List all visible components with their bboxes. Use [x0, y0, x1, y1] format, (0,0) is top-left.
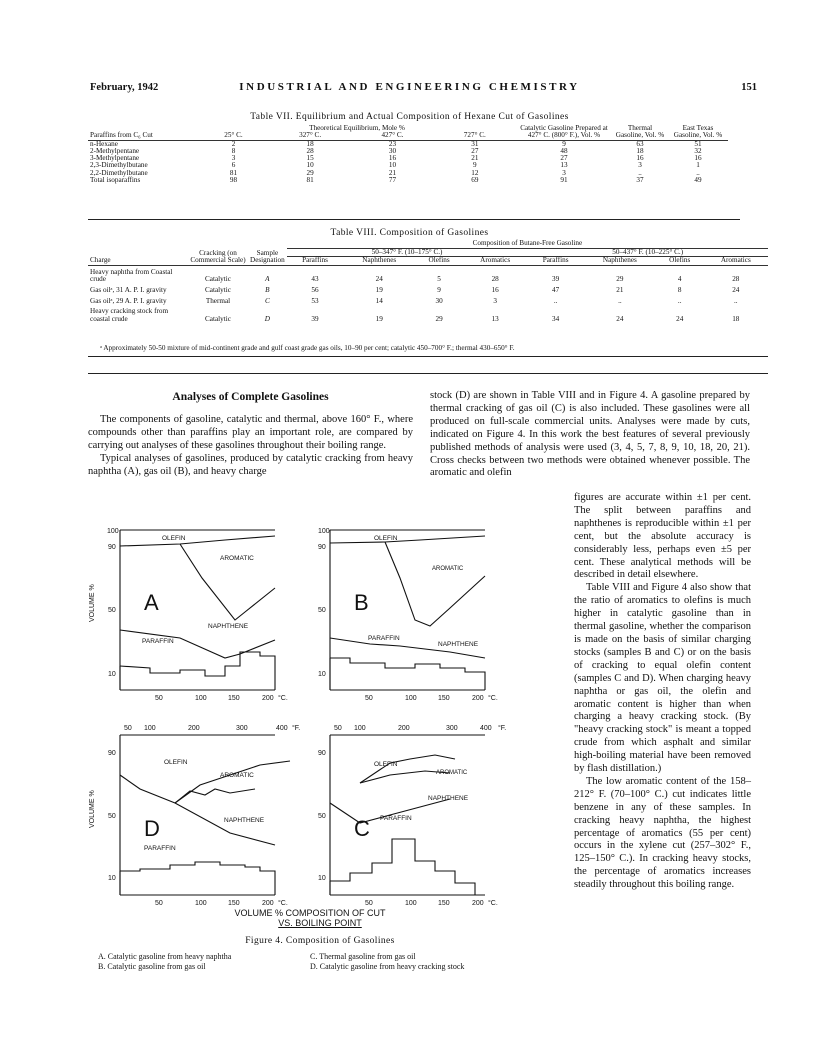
y-tick: 50 — [318, 813, 326, 820]
paragraph: The low aromatic content of the 158–212° F. (70–100° C.) cut indicates little benzene in any of these samples. In cracking heavy naphtha, the highest percentage of aromatics (55 per cent) occurs in the xylene cut (257–302° F., 125–150° C.). In cracking heavy stocks, the percentage of aromatics increases steadily throughout this boiling range. — [574, 775, 751, 891]
x-tick: 100 — [405, 695, 417, 702]
table-cell: 24 — [375, 275, 383, 284]
right-narrow-text — [574, 492, 751, 892]
t7-temp: 25° C. — [224, 131, 243, 140]
table-cell: 53 — [311, 296, 319, 305]
sample-cell: A — [265, 275, 270, 284]
issue-date: February, 1942 — [90, 82, 159, 93]
paragraph: The components of gasoline, catalytic and thermal, above 160° F., where compounds other than paraffins play an important role, are compared by carrying out analyses of these gasolines throughout their boiling range. — [88, 414, 413, 451]
table-cell: 28 — [491, 275, 499, 284]
t8-subheader: Paraffins — [542, 256, 569, 265]
table-cell: 8 — [677, 285, 682, 294]
paraffin-bars-c — [330, 839, 475, 895]
paraffin-label: PARAFFIN — [380, 815, 412, 822]
panel-d — [120, 735, 290, 895]
x-tick: 50 — [365, 695, 373, 702]
x-tick-f: 400 — [276, 725, 288, 732]
table-row — [88, 284, 768, 295]
table-row — [88, 295, 768, 306]
table-cell: 15 — [306, 154, 314, 163]
table-cell: 14 — [375, 296, 383, 305]
charge-cell: Heavy cracking stock from coastal crude — [90, 307, 169, 323]
table-cell: 19 — [375, 314, 383, 323]
row-label: n-Hexane — [90, 139, 118, 148]
table8-bottom-rule — [88, 356, 768, 357]
x-tick-f: 100 — [354, 725, 366, 732]
y-tick: 90 — [318, 750, 326, 757]
table7-bottom-rule — [88, 219, 740, 220]
t7-col-thermal: Thermal Gasoline, Vol. % — [615, 124, 665, 140]
table-row — [88, 162, 728, 169]
paraffin-label: PARAFFIN — [368, 635, 400, 642]
table-cell: 21 — [616, 285, 624, 294]
charge-cell: Heavy naphtha from Coastal crude — [90, 267, 173, 284]
t8-subheader: Naphthenes — [602, 256, 637, 265]
x-tick-f: 300 — [236, 725, 248, 732]
paraffin-bars-d — [120, 862, 275, 895]
x-unit: °C. — [278, 695, 288, 702]
t8-range2: 50–437° F. (10–225° C.) — [527, 248, 768, 257]
naphthene-label: NAPHTHENE — [224, 817, 265, 824]
table-cell: 3 — [562, 168, 566, 177]
table-cell: .. — [638, 168, 642, 177]
paragraph: Typical analyses of gasolines, produced by catalytic cracking from heavy naphtha (A), gas oil (B), and heavy charge — [88, 452, 413, 477]
table-row — [88, 140, 728, 148]
table-cell: 16 — [388, 154, 397, 163]
t8-subheader: Olefins — [428, 256, 450, 265]
aromatic-curve-b — [385, 542, 485, 626]
section-rule — [88, 373, 768, 374]
figure-legend-right — [310, 952, 550, 971]
table-cell: .. — [733, 296, 738, 305]
y-tick: 50 — [108, 607, 116, 614]
sample-cell: B — [265, 285, 270, 294]
table-cell: 13 — [560, 161, 568, 170]
x-unit: °C. — [488, 695, 498, 702]
figure-4 — [80, 518, 540, 916]
olefin-curve-a — [120, 536, 275, 546]
table-cell: .. — [618, 296, 622, 305]
t8-h-cracking: Cracking (on Commercial Scale) — [190, 248, 246, 265]
aromatic-label: AROMATIC — [432, 566, 464, 572]
naphthene-label: NAPHTHENE — [208, 623, 249, 630]
table-row — [88, 148, 728, 155]
olefin-label: OLEFIN — [374, 535, 398, 542]
t7-temp: 427° C. — [381, 131, 404, 140]
x-axis-title-2: VS. BOILING POINT — [278, 918, 362, 928]
paragraph: stock (D) are shown in Table VIII and in Figure 4. A gasoline prepared by thermal cracking of gas oil (C) is also included. These gasolines were all produced on full-scale commercial units. Analyses were made by cuts, indicated on Figure 4. In this work the best features of several previously published methods of analysis were used (3, 4, 5, 7, 8, 9, 10, 18, 20, 21). Cross checks between two methods were obtained whenever possible. The aromatic and olefin — [430, 390, 750, 479]
row-label: 2,2-Dimethylbutane — [90, 168, 148, 177]
x-tick-f: 300 — [446, 725, 458, 732]
charge-cell: Gas oilᵃ, 29 A. P. I. gravity — [90, 296, 167, 305]
table-cell: 9 — [437, 285, 441, 294]
x-tick: 200 — [472, 900, 484, 907]
table-cell: 18 — [306, 139, 314, 148]
y-tick: 50 — [108, 813, 116, 820]
table-cell: 28 — [306, 146, 314, 155]
table-cell: 23 — [388, 139, 397, 148]
table-cell: 43 — [311, 275, 319, 284]
table-cell: 18 — [636, 146, 644, 155]
x-tick: 150 — [228, 900, 240, 907]
table-cell: 34 — [552, 314, 560, 323]
figure-caption: Figure 4. Composition of Gasolines — [245, 936, 395, 946]
section-title: Analyses of Complete Gasolines — [172, 391, 329, 403]
table-cell: 9 — [473, 161, 477, 170]
table-cell: 32 — [694, 146, 702, 155]
table-cell: 39 — [552, 275, 560, 284]
y-tick: 10 — [108, 671, 116, 678]
olefin-label: OLEFIN — [374, 761, 398, 768]
x-tick: 100 — [195, 695, 207, 702]
t8-subheader: Aromatics — [720, 256, 751, 265]
x-tick-f: 50 — [124, 725, 132, 732]
t8-subheader: Aromatics — [480, 256, 511, 265]
table-cell: .. — [696, 168, 700, 177]
naphthene-label: NAPHTHENE — [438, 641, 479, 648]
table-cell: 9 — [562, 139, 566, 148]
x-tick: 200 — [472, 695, 484, 702]
x-tick-f: 100 — [144, 725, 156, 732]
x-unit: °F. — [498, 725, 507, 732]
x-tick: 50 — [155, 695, 163, 702]
y-tick: 10 — [318, 875, 326, 882]
table8 — [88, 240, 768, 323]
y-tick: 10 — [108, 875, 116, 882]
y-tick: 50 — [318, 607, 326, 614]
table-cell: 2 — [231, 139, 236, 148]
legend-item: B. Catalytic gasoline from gas oil — [98, 961, 206, 971]
table-cell: 28 — [732, 275, 740, 284]
row-label: 2,3-Dimethylbutane — [90, 161, 148, 170]
table-cell: 31 — [471, 139, 479, 148]
table-cell: 69 — [471, 176, 479, 185]
table-cell: 81 — [306, 176, 314, 185]
table-cell: 19 — [375, 285, 383, 294]
table-cell: 29 — [306, 168, 314, 177]
y-tick: 100 — [107, 528, 119, 535]
paraffin-label: PARAFFIN — [142, 638, 174, 645]
left-column-text — [88, 414, 413, 479]
x-tick-f: 200 — [188, 725, 200, 732]
table-cell: 27 — [560, 154, 568, 163]
legend-item: C. Thermal gasoline from gas oil — [310, 952, 416, 961]
table-cell: 48 — [560, 146, 568, 155]
table-cell: 4 — [677, 275, 682, 284]
y-tick: 90 — [318, 544, 326, 551]
x-tick: 200 — [262, 900, 274, 907]
table-cell: 91 — [560, 176, 568, 185]
panel-letter: B — [354, 590, 369, 615]
table-cell: 24 — [616, 314, 624, 323]
table-cell: 13 — [491, 314, 499, 323]
x-tick: 100 — [405, 900, 417, 907]
table-cell: 3 — [493, 296, 497, 305]
legend-item: D. Catalytic gasoline from heavy cracking stock — [310, 961, 465, 971]
table-row — [88, 177, 728, 184]
x-tick: 200 — [262, 695, 274, 702]
table-row — [88, 155, 728, 162]
table-row — [88, 305, 768, 323]
x-tick: 150 — [438, 900, 450, 907]
table-cell: 6 — [231, 161, 236, 170]
charge-cell: Gas oilᵃ, 31 A. P. I. gravity — [90, 285, 167, 294]
aromatic-label: AROMATIC — [220, 772, 254, 779]
y-tick: 100 — [318, 528, 330, 535]
legend-item: A. Catalytic gasoline from heavy naphtha — [98, 952, 232, 961]
x-unit: °C. — [278, 900, 288, 907]
page-number: 151 — [741, 82, 757, 93]
x-unit: °C. — [488, 900, 498, 907]
cracking-cell: Thermal — [205, 296, 231, 305]
t7-col-group: Theoretical Equilibrium, Mole % — [309, 124, 405, 132]
table-cell: 98 — [229, 176, 238, 185]
t7-temp: 727° C. — [463, 131, 486, 140]
table-row — [88, 170, 728, 177]
olefin-label: OLEFIN — [162, 535, 186, 542]
cracking-cell: Catalytic — [205, 285, 231, 294]
t8-h-sample: Sample Designation — [250, 248, 285, 265]
table-cell: 8 — [231, 146, 236, 155]
table-cell: 51 — [694, 139, 702, 148]
table-cell: 3 — [638, 161, 642, 170]
table-cell: 21 — [388, 168, 397, 177]
panel-letter: A — [144, 590, 159, 615]
x-tick-f: 200 — [398, 725, 410, 732]
t8-h-comp: Composition of Butane-Free Gasoline — [287, 240, 768, 248]
x-tick-f: 400 — [480, 725, 492, 732]
t8-subheader: Olefins — [669, 256, 691, 265]
x-tick: 150 — [438, 695, 450, 702]
paraffin-bars-b — [330, 658, 485, 690]
x-unit: °F. — [292, 725, 301, 732]
figure-legend-left — [98, 952, 298, 971]
x-tick: 150 — [228, 695, 240, 702]
x-tick: 50 — [365, 900, 373, 907]
table-cell: 10 — [388, 161, 397, 170]
table-cell: 81 — [229, 168, 238, 177]
row-label: 3-Methylpentane — [90, 154, 140, 163]
table-cell: 30 — [388, 146, 397, 155]
aromatic-label: AROMATIC — [436, 770, 468, 776]
y-tick: 90 — [108, 750, 116, 757]
t7-temp: 327° C. — [299, 131, 322, 140]
panel-letter: C — [354, 816, 370, 841]
table-cell: 56 — [311, 285, 319, 294]
table-row — [88, 265, 768, 284]
x-tick: 50 — [155, 900, 163, 907]
t7-row-header: Paraffins from C₆ Cut — [90, 131, 153, 140]
cracking-cell: Catalytic — [205, 275, 231, 284]
table-cell: 37 — [636, 176, 644, 185]
table-cell: 63 — [636, 139, 644, 148]
table-cell: 49 — [694, 176, 702, 185]
table-cell: 24 — [732, 285, 740, 294]
t7-col-catalytic: Catalytic Gasoline Prepared at 427° C. (800° F.), Vol. % — [520, 124, 608, 140]
t8-subheader: Paraffins — [302, 256, 328, 265]
paragraph: Table VIII and Figure 4 also show that the ratio of aromatics to olefins is much higher in catalytic gasoline than in thermal gasoline, whether the comparison is made on the basis of similar charging stocks (samples B and C) or on the basis of cracking to equal olefin content (samples C and D). When charging heavy naphtha or gas oil, the olefin and aromatic content is higher than when charging a heavy cracking stock. (By "heavy cracking stock" is meant a topped crude from which asphalt and similar high-boiling material have been removed by flash distillation.) — [574, 582, 751, 775]
y-axis-title: VOLUME % — [89, 584, 96, 622]
t8-subheader: Naphthenes — [362, 256, 397, 265]
table7 — [88, 125, 728, 184]
row-label: 2-Methylpentane — [90, 146, 140, 155]
t8-h-charge: Charge — [90, 256, 111, 265]
table-cell: 39 — [311, 314, 319, 323]
table-cell: 16 — [636, 154, 644, 163]
table-cell: 47 — [552, 285, 560, 294]
cracking-cell: Catalytic — [205, 314, 231, 323]
right-column-text — [430, 390, 750, 480]
table8-footnote: ᵃ Approximately 50-50 mixture of mid-continent grade and gulf coast grade gas oils, 10–90 per cent; catalytic 450–700° F.; thermal 430–650° F. — [100, 344, 515, 352]
table-cell: 27 — [471, 146, 479, 155]
olefin-label: OLEFIN — [164, 759, 188, 766]
table-cell: 29 — [435, 314, 443, 323]
table-cell: 29 — [616, 275, 624, 284]
naphthene-label: NAPHTHENE — [428, 795, 469, 802]
table8-caption: Table VIII. Composition of Gasolines — [330, 228, 489, 238]
table-cell: 24 — [676, 314, 684, 323]
table-cell: 16 — [491, 285, 499, 294]
aromatic-label: AROMATIC — [220, 555, 254, 562]
x-axis-title-1: VOLUME % COMPOSITION OF CUT — [234, 908, 386, 916]
journal-title: INDUSTRIAL AND ENGINEERING CHEMISTRY — [239, 81, 580, 93]
x-tick: 100 — [195, 900, 207, 907]
row-label: Total isoparaffins — [90, 176, 141, 185]
table-cell: 5 — [437, 275, 441, 284]
olefin-curve-b — [330, 536, 485, 543]
y-tick: 90 — [108, 544, 116, 551]
paraffin-label: PARAFFIN — [144, 845, 176, 852]
table-cell: 12 — [471, 168, 479, 177]
table-cell: .. — [677, 296, 682, 305]
table-cell: 18 — [732, 314, 740, 323]
olefin-curve-d — [175, 761, 290, 803]
table-cell: 77 — [388, 176, 397, 185]
table7-caption: Table VII. Equilibrium and Actual Composition of Hexane Cut of Gasolines — [250, 112, 569, 122]
x-tick-f: 50 — [334, 725, 342, 732]
panel-letter: D — [144, 816, 160, 841]
table-cell: 1 — [696, 161, 700, 170]
y-axis-title: VOLUME % — [89, 790, 96, 828]
sample-cell: D — [264, 314, 270, 323]
y-tick: 10 — [318, 671, 326, 678]
paragraph: figures are accurate within ±1 per cent. The split between paraffins and naphthenes is reproducible within ±1 per cent, but the absolute accuracy is considerably less, perhaps even ±5 per cent. These analytical methods will be described in detail elsewhere. — [574, 492, 751, 581]
paraffin-bars-a — [120, 652, 275, 690]
sample-cell: C — [264, 296, 270, 305]
table-cell: 3 — [231, 154, 236, 163]
table-cell: .. — [553, 296, 558, 305]
table-cell: 21 — [471, 154, 479, 163]
aromatic-curve-d — [175, 789, 255, 803]
table-cell: 30 — [435, 296, 443, 305]
table-cell: 10 — [306, 161, 314, 170]
t8-range1: 50–347° F. (10–175° C.) — [287, 248, 528, 257]
table-cell: 16 — [694, 154, 702, 163]
t7-col-texas: East Texas Gasoline, Vol. % — [673, 124, 723, 140]
